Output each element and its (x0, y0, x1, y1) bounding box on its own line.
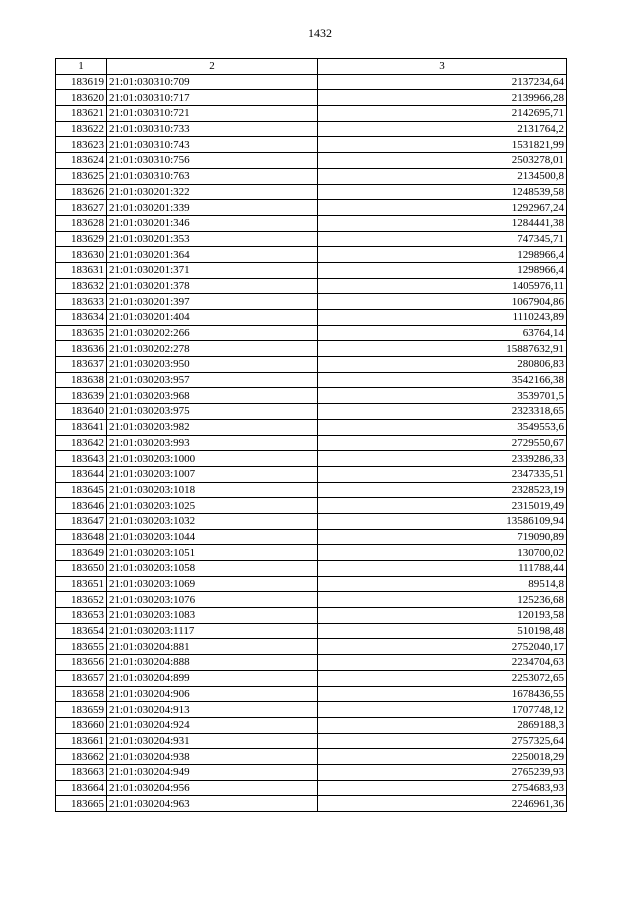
value-cell: 1248539,58 (318, 184, 567, 200)
table-row (56, 764, 567, 780)
cadastral-number-cell: 21:01:030204:924 (107, 717, 318, 733)
column-header-3: 3 (318, 59, 567, 75)
row-number-cell: 183650 (56, 561, 107, 577)
cadastral-number-cell: 21:01:030310:743 (107, 137, 318, 153)
table-row (56, 686, 567, 702)
cadastral-number-cell: 21:01:030201:404 (107, 310, 318, 326)
row-number-cell: 183625 (56, 168, 107, 184)
table-row (56, 529, 567, 545)
value-cell: 747345,71 (318, 231, 567, 247)
cadastral-number-cell: 21:01:030204:956 (107, 780, 318, 796)
value-cell: 120193,58 (318, 608, 567, 624)
value-cell: 2347335,51 (318, 466, 567, 482)
table-row (56, 498, 567, 514)
table-row (56, 388, 567, 404)
table-row (56, 247, 567, 263)
value-cell: 2752040,17 (318, 639, 567, 655)
table-row (56, 357, 567, 373)
row-number-cell: 183657 (56, 670, 107, 686)
row-number-cell: 183656 (56, 655, 107, 671)
row-number-cell: 183626 (56, 184, 107, 200)
value-cell: 2503278,01 (318, 153, 567, 169)
table-row (56, 545, 567, 561)
row-number-cell: 183641 (56, 419, 107, 435)
cadastral-number-cell: 21:01:030310:721 (107, 106, 318, 122)
table-row (56, 278, 567, 294)
value-cell: 130700,02 (318, 545, 567, 561)
cadastral-number-cell: 21:01:030203:1051 (107, 545, 318, 561)
cadastral-number-cell: 21:01:030204:906 (107, 686, 318, 702)
table-row (56, 796, 567, 812)
value-cell: 111788,44 (318, 561, 567, 577)
row-number-cell: 183652 (56, 592, 107, 608)
value-cell: 2315019,49 (318, 498, 567, 514)
table-row (56, 90, 567, 106)
cadastral-number-cell: 21:01:030203:1083 (107, 608, 318, 624)
cadastral-number-cell: 21:01:030204:931 (107, 733, 318, 749)
cadastral-number-cell: 21:01:030203:1032 (107, 513, 318, 529)
table-row (56, 325, 567, 341)
value-cell: 2339286,33 (318, 451, 567, 467)
row-number-cell: 183662 (56, 749, 107, 765)
table-row (56, 623, 567, 639)
row-number-cell: 183624 (56, 153, 107, 169)
value-cell: 15887632,91 (318, 341, 567, 357)
cadastral-number-cell: 21:01:030310:756 (107, 153, 318, 169)
value-cell: 1292967,24 (318, 200, 567, 216)
table-row (56, 576, 567, 592)
cadastral-number-cell: 21:01:030203:1000 (107, 451, 318, 467)
table-row (56, 466, 567, 482)
value-cell: 3549553,6 (318, 419, 567, 435)
table-row (56, 372, 567, 388)
cadastral-number-cell: 21:01:030203:1076 (107, 592, 318, 608)
cadastral-number-cell: 21:01:030204:963 (107, 796, 318, 812)
row-number-cell: 183663 (56, 764, 107, 780)
table-row (56, 106, 567, 122)
row-number-cell: 183636 (56, 341, 107, 357)
cadastral-number-cell: 21:01:030201:371 (107, 262, 318, 278)
value-cell: 2246961,36 (318, 796, 567, 812)
row-number-cell: 183640 (56, 404, 107, 420)
table-row (56, 310, 567, 326)
registry-table (55, 58, 567, 812)
cadastral-number-cell: 21:01:030203:950 (107, 357, 318, 373)
value-cell: 2729550,67 (318, 435, 567, 451)
row-number-cell: 183646 (56, 498, 107, 514)
cadastral-number-cell: 21:01:030203:1007 (107, 466, 318, 482)
table-row (56, 153, 567, 169)
table-row (56, 717, 567, 733)
cadastral-number-cell: 21:01:030203:1044 (107, 529, 318, 545)
value-cell: 2142695,71 (318, 106, 567, 122)
value-cell: 2131764,2 (318, 121, 567, 137)
table-row (56, 482, 567, 498)
row-number-cell: 183634 (56, 310, 107, 326)
table-row (56, 121, 567, 137)
cadastral-number-cell: 21:01:030310:763 (107, 168, 318, 184)
value-cell: 2137234,64 (318, 74, 567, 90)
row-number-cell: 183658 (56, 686, 107, 702)
cadastral-number-cell: 21:01:030201:378 (107, 278, 318, 294)
cadastral-number-cell: 21:01:030203:982 (107, 419, 318, 435)
row-number-cell: 183664 (56, 780, 107, 796)
table-row (56, 137, 567, 153)
row-number-cell: 183621 (56, 106, 107, 122)
column-header-1: 1 (56, 59, 107, 75)
value-cell: 1531821,99 (318, 137, 567, 153)
row-number-cell: 183620 (56, 90, 107, 106)
value-cell: 2328523,19 (318, 482, 567, 498)
table-row (56, 435, 567, 451)
cadastral-number-cell: 21:01:030203:1058 (107, 561, 318, 577)
row-number-cell: 183631 (56, 262, 107, 278)
row-number-cell: 183642 (56, 435, 107, 451)
cadastral-number-cell: 21:01:030204:888 (107, 655, 318, 671)
row-number-cell: 183623 (56, 137, 107, 153)
row-number-cell: 183655 (56, 639, 107, 655)
row-number-cell: 183659 (56, 702, 107, 718)
cadastral-number-cell: 21:01:030204:913 (107, 702, 318, 718)
row-number-cell: 183629 (56, 231, 107, 247)
value-cell: 2869188,3 (318, 717, 567, 733)
cadastral-number-cell: 21:01:030201:322 (107, 184, 318, 200)
value-cell: 1405976,11 (318, 278, 567, 294)
row-number-cell: 183643 (56, 451, 107, 467)
table-row (56, 733, 567, 749)
value-cell: 1298966,4 (318, 262, 567, 278)
page-number: 1432 (308, 26, 332, 40)
cadastral-number-cell: 21:01:030203:1117 (107, 623, 318, 639)
value-cell: 2323318,65 (318, 404, 567, 420)
row-number-cell: 183633 (56, 294, 107, 310)
row-number-cell: 183644 (56, 466, 107, 482)
row-number-cell: 183660 (56, 717, 107, 733)
table-row (56, 215, 567, 231)
table-row (56, 561, 567, 577)
value-cell: 63764,14 (318, 325, 567, 341)
cadastral-number-cell: 21:01:030203:957 (107, 372, 318, 388)
value-cell: 2134500,8 (318, 168, 567, 184)
value-cell: 1707748,12 (318, 702, 567, 718)
row-number-cell: 183619 (56, 74, 107, 90)
cadastral-number-cell: 21:01:030204:881 (107, 639, 318, 655)
value-cell: 2139966,28 (318, 90, 567, 106)
cadastral-number-cell: 21:01:030203:1018 (107, 482, 318, 498)
table-body (56, 74, 567, 811)
cadastral-number-cell: 21:01:030203:1025 (107, 498, 318, 514)
value-cell: 2765239,93 (318, 764, 567, 780)
value-cell: 719090,89 (318, 529, 567, 545)
row-number-cell: 183638 (56, 372, 107, 388)
cadastral-number-cell: 21:01:030310:733 (107, 121, 318, 137)
cadastral-number-cell: 21:01:030201:339 (107, 200, 318, 216)
table-row (56, 608, 567, 624)
value-cell: 1678436,55 (318, 686, 567, 702)
cadastral-number-cell: 21:01:030204:938 (107, 749, 318, 765)
cadastral-number-cell: 21:01:030310:717 (107, 90, 318, 106)
table-row (56, 639, 567, 655)
cadastral-number-cell: 21:01:030204:899 (107, 670, 318, 686)
value-cell: 3539701,5 (318, 388, 567, 404)
value-cell: 1110243,89 (318, 310, 567, 326)
table-row (56, 419, 567, 435)
row-number-cell: 183647 (56, 513, 107, 529)
value-cell: 3542166,38 (318, 372, 567, 388)
cadastral-number-cell: 21:01:030204:949 (107, 764, 318, 780)
table-row (56, 231, 567, 247)
value-cell: 2250018,29 (318, 749, 567, 765)
row-number-cell: 183653 (56, 608, 107, 624)
cadastral-number-cell: 21:01:030201:346 (107, 215, 318, 231)
value-cell: 2757325,64 (318, 733, 567, 749)
cadastral-number-cell: 21:01:030202:266 (107, 325, 318, 341)
row-number-cell: 183651 (56, 576, 107, 592)
value-cell: 1284441,38 (318, 215, 567, 231)
row-number-cell: 183648 (56, 529, 107, 545)
row-number-cell: 183635 (56, 325, 107, 341)
row-number-cell: 183627 (56, 200, 107, 216)
table-row (56, 749, 567, 765)
value-cell: 2234704,63 (318, 655, 567, 671)
value-cell: 89514,8 (318, 576, 567, 592)
table-row (56, 702, 567, 718)
value-cell: 280806,83 (318, 357, 567, 373)
table-row (56, 451, 567, 467)
cadastral-number-cell: 21:01:030203:1069 (107, 576, 318, 592)
cadastral-number-cell: 21:01:030201:397 (107, 294, 318, 310)
row-number-cell: 183661 (56, 733, 107, 749)
table-row (56, 670, 567, 686)
row-number-cell: 183639 (56, 388, 107, 404)
value-cell: 13586109,94 (318, 513, 567, 529)
cadastral-number-cell: 21:01:030202:278 (107, 341, 318, 357)
value-cell: 1298966,4 (318, 247, 567, 263)
row-number-cell: 183645 (56, 482, 107, 498)
cadastral-number-cell: 21:01:030203:968 (107, 388, 318, 404)
table-row (56, 341, 567, 357)
cadastral-number-cell: 21:01:030203:993 (107, 435, 318, 451)
table-row (56, 294, 567, 310)
row-number-cell: 183649 (56, 545, 107, 561)
table-row (56, 592, 567, 608)
row-number-cell: 183632 (56, 278, 107, 294)
table-row (56, 262, 567, 278)
table-header-row (56, 59, 567, 75)
row-number-cell: 183665 (56, 796, 107, 812)
table-row (56, 184, 567, 200)
column-header-2: 2 (107, 59, 318, 75)
table-row (56, 655, 567, 671)
row-number-cell: 183622 (56, 121, 107, 137)
table-row (56, 780, 567, 796)
cadastral-number-cell: 21:01:030201:364 (107, 247, 318, 263)
row-number-cell: 183637 (56, 357, 107, 373)
table-row (56, 168, 567, 184)
value-cell: 510198,48 (318, 623, 567, 639)
value-cell: 125236,68 (318, 592, 567, 608)
value-cell: 2253072,65 (318, 670, 567, 686)
row-number-cell: 183654 (56, 623, 107, 639)
cadastral-number-cell: 21:01:030203:975 (107, 404, 318, 420)
cadastral-number-cell: 21:01:030201:353 (107, 231, 318, 247)
table-row (56, 404, 567, 420)
row-number-cell: 183628 (56, 215, 107, 231)
table-row (56, 513, 567, 529)
value-cell: 1067904,86 (318, 294, 567, 310)
table-row (56, 74, 567, 90)
value-cell: 2754683,93 (318, 780, 567, 796)
table-row (56, 200, 567, 216)
row-number-cell: 183630 (56, 247, 107, 263)
cadastral-number-cell: 21:01:030310:709 (107, 74, 318, 90)
